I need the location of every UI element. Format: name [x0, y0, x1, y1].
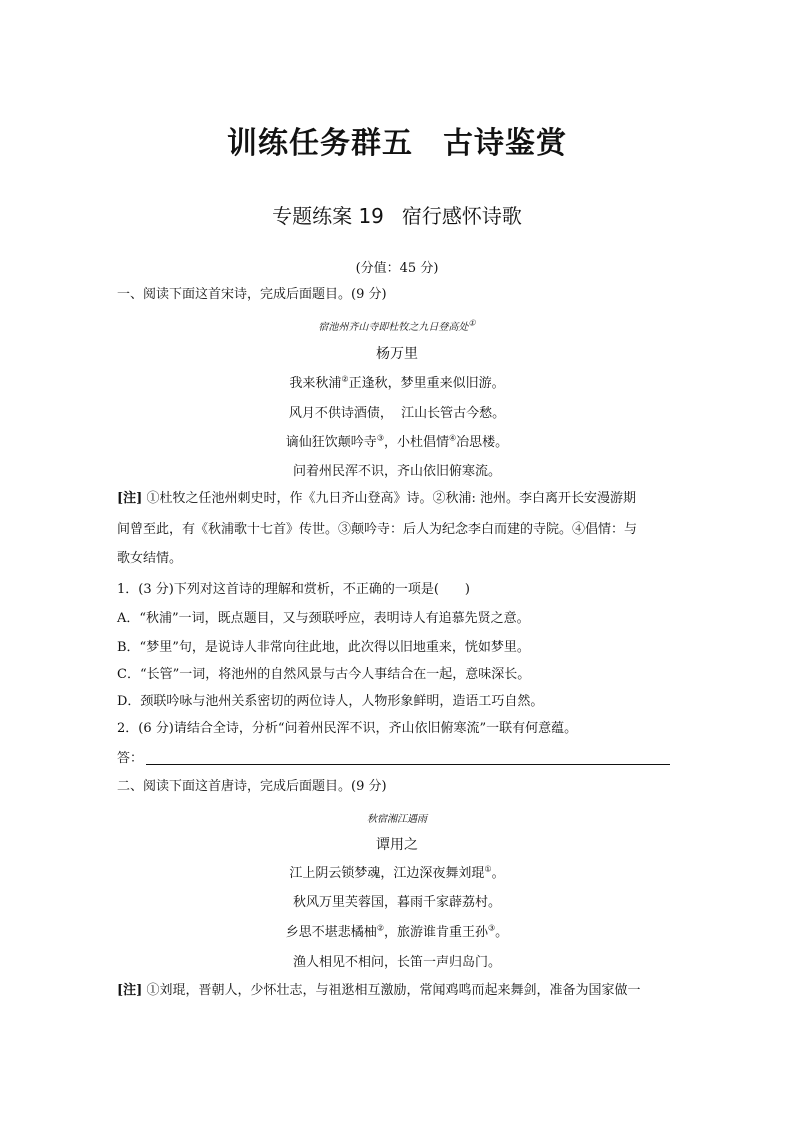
section2-poem-line-3 [0, 921, 794, 940]
section1-poem-title [0, 318, 794, 333]
line-text: 风月不供诗酒债， 江山长管古今愁。 [288, 406, 506, 421]
section1-poem-line-1 [0, 372, 794, 391]
section1-poem-title-text: 宿池州齐山寺即杜牧之九日登高处 [318, 322, 469, 333]
question-2-stem: 2．(6 分)请结合全诗，分析“问着州民浑不识，齐山依旧俯寒流”一联有何意蕴。 [117, 721, 578, 736]
section1-poem-line-2 [0, 402, 794, 421]
line-text: 正逢秋，梦里重来似旧游。 [348, 376, 505, 391]
section1-author: 杨万里 [376, 346, 418, 362]
q1-stem-close: ) [464, 582, 470, 597]
line-text: 。 [491, 866, 505, 881]
section1-note-line-1 [117, 490, 636, 508]
line-text: ，旅游谁肯重王孙 [383, 925, 488, 940]
line-text: 江上阴云锁梦魂，江边深夜舞刘琨 [289, 866, 485, 881]
line-text: 谪仙狂饮颠吟寺 [285, 435, 377, 450]
note-text: ①刘琨，晋朝人，少怀壮志，与祖逖相互激励，常闻鸡鸣而起来舞剑，准备为国家做一 [146, 983, 641, 998]
section1-heading: 一、阅读下面这首宋诗，完成后面题目。(9 分) [117, 287, 387, 302]
line-text: 秋风万里芙蓉国，暮雨千家薜荔村。 [292, 895, 501, 910]
subtitle-part1: 专题练案 19 [272, 204, 384, 228]
note-text: ①杜牧之任池州刺史时，作《九日齐山登高》诗。②秋浦: 池州。李白离开长安漫游期 [146, 491, 636, 506]
section2-poem-line-4 [0, 951, 794, 970]
question-1-option-a[interactable]: A．“秋浦”一词，既点题目，又与颈联呼应，表明诗人有追慕先贤之意。 [117, 611, 530, 626]
line-text: 我来秋浦 [289, 376, 342, 391]
line-text: ，小杜倡情 [383, 435, 449, 450]
question-1-option-c[interactable]: C．“长管”一词，将池州的自然风景与古今人事结合在一起，意味深长。 [117, 667, 531, 682]
line-text: 渔人相见不相问，长笛一声归岛门。 [292, 955, 501, 970]
line-mark: ② [341, 374, 349, 384]
section2-heading: 二、阅读下面这首唐诗，完成后面题目。(9 分) [117, 779, 387, 794]
section1-poem-title-mark: ① [468, 318, 476, 328]
title-part1: 训练任务群五 [227, 126, 413, 161]
section1-poem-line-4 [0, 460, 794, 479]
line-text: 乡思不堪悲橘柚 [285, 925, 377, 940]
line-mark: ② [376, 923, 384, 933]
line-mark: ③ [376, 433, 384, 443]
section2-poem-line-1 [0, 862, 794, 881]
page-title [0, 118, 794, 162]
answer-label: 答： [117, 751, 144, 766]
section2-poem-title: 秋宿湘江遇雨 [367, 814, 427, 825]
section1-note-line-2: 间曾至此，有《秋浦歌十七首》传世。③颠吟寺：后人为纪念李白而建的寺院。④倡情：与 [117, 522, 638, 537]
question-1-option-d[interactable]: D．颈联吟咏与池州关系密切的两位诗人，人物形象鲜明，造语工巧自然。 [117, 694, 544, 709]
score-label: (分值：45 分) [355, 261, 439, 276]
page-subtitle [0, 200, 794, 229]
title-part2: 古诗鉴赏 [443, 126, 567, 161]
question-1-option-b[interactable]: B．“梦里”句，是说诗人非常向往此地，此次得以旧地重来，恍如梦里。 [117, 640, 530, 655]
line-mark: ④ [449, 433, 457, 443]
note-label: [注] [117, 491, 143, 506]
line-text: 问着州民浑不识，齐山依旧俯寒流。 [292, 464, 501, 479]
line-mark: ③ [488, 923, 496, 933]
section1-note-line-3: 歌女结情。 [117, 551, 183, 566]
q1-stem-text: 1．(3 分)下列对这首诗的理解和赏析，不正确的一项是( [117, 582, 439, 597]
section2-note-line-1 [117, 982, 640, 1000]
section2-poem-line-2 [0, 891, 794, 910]
line-text: 冶思楼。 [456, 435, 509, 450]
section2-author: 谭用之 [376, 837, 418, 853]
subtitle-part2: 宿行感怀诗歌 [401, 204, 522, 228]
answer-line[interactable] [146, 764, 670, 765]
question-1-stem [117, 581, 470, 599]
note-label: [注] [117, 983, 143, 998]
section1-poem-line-3 [0, 431, 794, 450]
line-mark: ① [484, 864, 492, 874]
line-text: 。 [495, 925, 509, 940]
